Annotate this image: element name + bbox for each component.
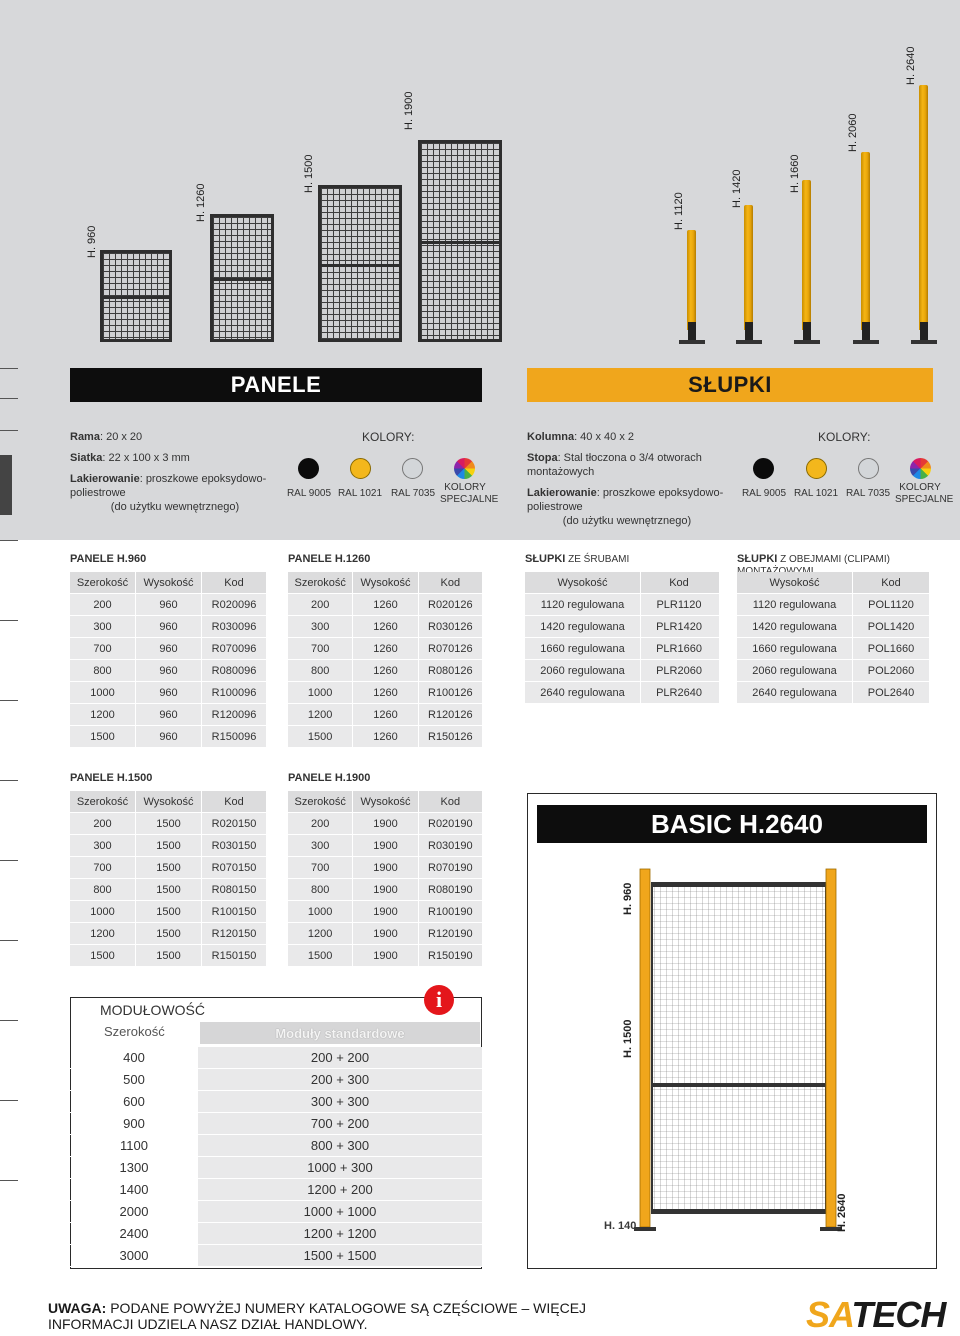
table-header-row: [70, 572, 266, 594]
table-cell: 1500: [136, 879, 202, 900]
table-row: [70, 879, 266, 901]
panele-ral7035-label: RAL 7035: [390, 488, 436, 499]
post-h1420-image: [744, 205, 753, 330]
slupki-ral9005-swatch: [753, 458, 774, 479]
post-h2640-foot: [911, 322, 937, 344]
table-cell: R070190: [428, 861, 473, 874]
table-cell: 1200: [70, 923, 136, 944]
basic-h1500-label: H. 1500: [622, 1019, 634, 1058]
panele-ral1021-swatch: [350, 458, 371, 479]
table-cell: 3000: [70, 1245, 198, 1267]
table-cell: 1200: [288, 923, 353, 944]
table-row: [525, 638, 719, 660]
table-row: [70, 1047, 482, 1069]
table-cell: 1900: [353, 857, 418, 878]
slupki-kolory-title: KOLORY:: [818, 430, 871, 444]
table-cell: 700: [288, 638, 353, 659]
table-cell: 960: [136, 704, 202, 725]
table-row: [288, 835, 482, 857]
logo-sa: SA: [806, 1294, 852, 1335]
table-cell: 300: [70, 616, 136, 637]
panel-h1900-label: H. 1900: [403, 91, 415, 130]
table-cell: 900: [70, 1113, 198, 1135]
table-header-row: [525, 572, 719, 594]
panele-h960-title: PANELE H.960: [70, 553, 147, 565]
table-row: [70, 1135, 482, 1157]
column-header: Wysokość: [136, 791, 202, 812]
table-cell: 2640 regulowana: [737, 682, 853, 703]
table-cell: 1500: [70, 726, 136, 747]
basic-h140-label: H. 140: [604, 1220, 637, 1232]
panel-h960-image: [100, 250, 172, 342]
slupki-special-label: KOLORY SPECJALNE: [895, 482, 954, 505]
slupki-clip-table: [737, 572, 929, 704]
post-h1120-image: [687, 230, 696, 330]
table-cell: 1120 regulowana: [525, 594, 641, 615]
panel-h1500-image: [318, 185, 402, 342]
slupki-ral7035-label: RAL 7035: [845, 488, 891, 499]
slupki-ral7035-swatch: [858, 458, 879, 479]
table-cell: 1500: [70, 945, 136, 966]
panele-h1500-title: PANELE H.1500: [70, 772, 153, 784]
slupki-ral9005-label: RAL 9005: [741, 488, 787, 499]
table-row: [70, 1201, 482, 1223]
panele-ral9005-swatch: [298, 458, 319, 479]
table-cell: 1000: [70, 682, 136, 703]
table-cell: 400: [70, 1047, 198, 1069]
basic-h960-label: H. 960: [622, 882, 634, 915]
table-cell: 960: [136, 726, 202, 747]
modularity-col1-header: Szerokość: [104, 1024, 165, 1039]
panele-header-text: PANELE: [230, 372, 322, 397]
table-row: [288, 638, 482, 660]
panel-h1260-label: H. 1260: [195, 183, 207, 222]
table-cell: 960: [136, 594, 202, 615]
table-row: [70, 594, 266, 616]
slupki-ral1021-swatch: [806, 458, 827, 479]
table-cell: 1200 + 200: [198, 1179, 482, 1201]
table-cell: 1000 + 300: [198, 1157, 482, 1179]
post-h1660-image: [802, 180, 811, 330]
post-h1420-foot: [736, 322, 762, 344]
table-cell: POL1660: [867, 642, 915, 655]
slupki-clip-title: SŁUPKI Z OBEJMAMI (CLIPAMI): [737, 553, 890, 565]
table-cell: POL2640: [867, 686, 915, 699]
table-cell: PLR1660: [656, 642, 702, 655]
table-cell: R100126: [428, 686, 473, 699]
column-header: Szerokość: [70, 791, 136, 812]
table-row: [70, 660, 266, 682]
table-cell: 700: [288, 857, 353, 878]
table-cell: 1260: [353, 616, 418, 637]
table-cell: 1900: [353, 813, 418, 834]
table-cell: 960: [136, 638, 202, 659]
table-cell: 1500: [136, 835, 202, 856]
table-cell: R030126: [428, 620, 473, 633]
table-row: [70, 857, 266, 879]
post-h1420-label: H. 1420: [731, 169, 743, 208]
logo-tech: TECH: [851, 1294, 946, 1335]
table-cell: 960: [136, 660, 202, 681]
table-cell: 800 + 300: [198, 1135, 482, 1157]
table-cell: 1000: [70, 901, 136, 922]
table-cell: 200: [70, 813, 136, 834]
table-cell: 1900: [353, 945, 418, 966]
table-row: [70, 1245, 482, 1267]
column-header: Szerokość: [288, 572, 353, 593]
table-cell: R100150: [211, 905, 257, 918]
table-cell: PLR2060: [656, 664, 702, 677]
table-cell: R100190: [428, 905, 473, 918]
table-row: [70, 1157, 482, 1179]
table-cell: 1260: [353, 704, 418, 725]
table-cell: 1500: [136, 923, 202, 944]
modularity-table: [70, 1047, 482, 1267]
table-cell: 300: [288, 616, 353, 637]
table-cell: 1200: [70, 704, 136, 725]
table-cell: POL1120: [868, 598, 914, 611]
table-cell: R150150: [211, 949, 257, 962]
column-header: Kod: [224, 576, 244, 589]
info-icon: i: [424, 985, 454, 1015]
table-cell: 200 + 300: [198, 1069, 482, 1091]
column-header: Kod: [224, 795, 244, 808]
panele-special-label: KOLORY SPECJALNE: [440, 482, 499, 505]
table-row: [525, 660, 719, 682]
table-row: [288, 726, 482, 748]
table-row: [737, 638, 929, 660]
column-header: Wysokość: [136, 572, 202, 593]
footer-note: UWAGA: PODANE POWYŻEJ NUMERY KATALOGOWE SĄ CZĘŚCIOWE – WIĘCEJ INFORMACJI UDZIELA NASZ DZIAŁ HANDLOWY.: [48, 1300, 587, 1332]
table-row: [737, 660, 929, 682]
table-cell: 1500: [288, 726, 353, 747]
table-row: [288, 594, 482, 616]
panele-h960-table: [70, 572, 266, 748]
table-cell: R150190: [428, 949, 473, 962]
modularity-title: MODUŁOWOŚĆ: [100, 1002, 205, 1018]
table-row: [525, 594, 719, 616]
table-cell: R080096: [211, 664, 257, 677]
modularity-col2-header: Moduły standardowe: [200, 1022, 480, 1044]
table-cell: 1500 + 1500: [198, 1245, 482, 1267]
table-cell: 1500: [136, 813, 202, 834]
table-cell: R120126: [428, 708, 473, 721]
table-cell: R120190: [428, 927, 473, 940]
table-row: [737, 594, 929, 616]
table-row: [288, 616, 482, 638]
table-cell: R080190: [428, 883, 473, 896]
column-header: Wysokość: [353, 572, 418, 593]
table-cell: 800: [70, 879, 136, 900]
slupki-header-text: SŁUPKI: [688, 372, 772, 397]
post-h2060-foot: [853, 322, 879, 344]
table-cell: 1500: [136, 857, 202, 878]
table-row: [288, 901, 482, 923]
table-cell: PLR1120: [656, 598, 702, 611]
table-cell: 1000 + 1000: [198, 1201, 482, 1223]
table-cell: 700 + 200: [198, 1113, 482, 1135]
table-cell: 300: [70, 835, 136, 856]
column-header: Szerokość: [288, 791, 353, 812]
panele-kolory-title: KOLORY:: [362, 430, 415, 444]
column-header: Szerokość: [70, 572, 136, 593]
table-cell: 300: [288, 835, 353, 856]
table-cell: R030096: [211, 620, 257, 633]
table-cell: 2060 regulowana: [525, 660, 641, 681]
post-h2640-image: [919, 85, 928, 330]
table-row: [288, 813, 482, 835]
table-row: [70, 1091, 482, 1113]
panele-h1500-table: [70, 791, 266, 967]
table-cell: 1900: [353, 835, 418, 856]
table-cell: R020126: [428, 598, 473, 611]
basic-title-bar: [537, 805, 927, 843]
table-row: [70, 1223, 482, 1245]
table-cell: 800: [288, 660, 353, 681]
table-cell: R150126: [428, 730, 473, 743]
table-row: [70, 813, 266, 835]
panele-h1260-title: PANELE H.1260: [288, 553, 371, 565]
table-row: [288, 682, 482, 704]
table-cell: 1120 regulowana: [737, 594, 853, 615]
table-cell: 600: [70, 1091, 198, 1113]
table-cell: 1500: [136, 901, 202, 922]
table-cell: 1100: [70, 1135, 198, 1157]
panele-header-bar: [70, 368, 482, 402]
table-cell: R100096: [211, 686, 257, 699]
table-row: [288, 857, 482, 879]
table-cell: R080126: [428, 664, 473, 677]
table-cell: 1500: [136, 945, 202, 966]
table-cell: 1900: [353, 901, 418, 922]
table-cell: 1900: [353, 923, 418, 944]
table-cell: 1260: [353, 726, 418, 747]
table-cell: POL1420: [867, 620, 915, 633]
table-row: [70, 726, 266, 748]
table-cell: 1660 regulowana: [525, 638, 641, 659]
table-row: [70, 835, 266, 857]
panele-h1900-title: PANELE H.1900: [288, 772, 371, 784]
table-cell: R070150: [211, 861, 257, 874]
table-row: [70, 1069, 482, 1091]
table-cell: 800: [70, 660, 136, 681]
table-cell: 1500: [288, 945, 353, 966]
table-cell: 1400: [70, 1179, 198, 1201]
table-cell: R080150: [211, 883, 257, 896]
table-cell: 1660 regulowana: [737, 638, 853, 659]
panele-h1260-table: [288, 572, 482, 748]
slupki-spec: Kolumna: 40 x 40 x 2 Stopa: Stal tłoczona o 3/4 otworach montażowych Lakierowanie: proszkowe epoksydowo-poliestrowe (do użytku wewnętrznego): [527, 431, 724, 527]
table-cell: 200: [288, 813, 353, 834]
slupki-srub-table: [525, 572, 719, 704]
table-row: [70, 682, 266, 704]
panele-ral7035-swatch: [402, 458, 423, 479]
table-row: [737, 682, 929, 704]
table-cell: R030150: [211, 839, 257, 852]
table-cell: 800: [288, 879, 353, 900]
column-header: Wysokość: [525, 572, 641, 593]
table-row: [525, 682, 719, 704]
column-header: Kod: [440, 576, 461, 589]
table-cell: 1200: [288, 704, 353, 725]
table-cell: 1000: [288, 901, 353, 922]
table-cell: 960: [136, 616, 202, 637]
column-header: Kod: [440, 795, 461, 808]
panele-h1900-table: [288, 791, 482, 967]
table-header-row: [288, 572, 482, 594]
table-cell: 960: [136, 682, 202, 703]
table-cell: R020150: [211, 817, 257, 830]
basic-h2640-label: H. 2640: [836, 1193, 848, 1232]
table-cell: 200 + 200: [198, 1047, 482, 1069]
column-header: Wysokość: [353, 791, 418, 812]
panele-ral9005-label: RAL 9005: [286, 488, 332, 499]
column-header: Kod: [669, 576, 689, 589]
table-row: [70, 1179, 482, 1201]
table-cell: 2640 regulowana: [525, 682, 641, 703]
post-h2640-label: H. 2640: [905, 46, 917, 85]
table-cell: R120096: [211, 708, 257, 721]
table-row: [70, 945, 266, 967]
post-h1660-foot: [794, 322, 820, 344]
panel-h1500-label: H. 1500: [303, 154, 315, 193]
table-header-row: [737, 572, 929, 594]
table-cell: PLR1420: [656, 620, 702, 633]
table-header-row: [70, 791, 266, 813]
table-row: [70, 704, 266, 726]
post-h1120-foot: [679, 322, 705, 344]
table-cell: 1260: [353, 660, 418, 681]
table-cell: 1200 + 1200: [198, 1223, 482, 1245]
table-row: [288, 879, 482, 901]
post-h1660-label: H. 1660: [789, 154, 801, 193]
slupki-srub-title: SŁUPKI ZE ŚRUBAMI: [525, 553, 630, 565]
basic-title: BASIC H.2640: [651, 808, 823, 839]
table-cell: 300 + 300: [198, 1091, 482, 1113]
table-cell: 200: [288, 594, 353, 615]
table-row: [70, 901, 266, 923]
table-cell: R150096: [211, 730, 257, 743]
table-row: [70, 1113, 482, 1135]
table-cell: 2400: [70, 1223, 198, 1245]
table-cell: R120150: [211, 927, 257, 940]
panele-special-color-wheel: [454, 458, 475, 479]
panel-h960-label: H. 960: [86, 225, 98, 258]
table-cell: 2060 regulowana: [737, 660, 853, 681]
post-h2060-image: [861, 152, 870, 330]
table-row: [288, 945, 482, 967]
table-cell: R020190: [428, 817, 473, 830]
satech-logo: [806, 1294, 945, 1336]
slupki-special-color-wheel: [910, 458, 931, 479]
table-row: [737, 616, 929, 638]
table-cell: 1420 regulowana: [737, 616, 853, 637]
table-row: [70, 616, 266, 638]
table-cell: 1260: [353, 594, 418, 615]
table-row: [70, 923, 266, 945]
column-header: Kod: [881, 576, 901, 589]
table-row: [70, 638, 266, 660]
panel-h1900-image: [418, 140, 502, 342]
post-h1120-label: H. 1120: [673, 192, 685, 230]
table-row: [288, 660, 482, 682]
basic-fence-drawing: [600, 855, 860, 1255]
table-cell: R070096: [211, 642, 257, 655]
table-cell: 1300: [70, 1157, 198, 1179]
slupki-ral1021-label: RAL 1021: [793, 488, 839, 499]
table-cell: 500: [70, 1069, 198, 1091]
table-cell: POL2060: [867, 664, 915, 677]
table-cell: 1260: [353, 638, 418, 659]
table-row: [288, 923, 482, 945]
table-cell: R030190: [428, 839, 473, 852]
table-cell: 700: [70, 857, 136, 878]
table-cell: 200: [70, 594, 136, 615]
slupki-header-bar: [527, 368, 933, 402]
table-cell: R020096: [211, 598, 257, 611]
panele-spec: Rama: 20 x 20 Siatka: 22 x 100 x 3 mm Lakierowanie: proszkowe epoksydowo-poliestrowe (do użytku wewnętrznego): [70, 431, 267, 513]
table-cell: 700: [70, 638, 136, 659]
table-cell: R070126: [428, 642, 473, 655]
table-cell: 1900: [353, 879, 418, 900]
table-row: [525, 616, 719, 638]
table-header-row: [288, 791, 482, 813]
column-header: Wysokość: [737, 572, 853, 593]
panele-ral1021-label: RAL 1021: [337, 488, 383, 499]
table-row: [288, 704, 482, 726]
table-cell: 2000: [70, 1201, 198, 1223]
table-cell: 1420 regulowana: [525, 616, 641, 637]
table-cell: 1000: [288, 682, 353, 703]
panel-h1260-image: [210, 214, 274, 342]
table-cell: 1260: [353, 682, 418, 703]
post-h2060-label: H. 2060: [847, 113, 859, 152]
table-cell: PLR2640: [656, 686, 702, 699]
